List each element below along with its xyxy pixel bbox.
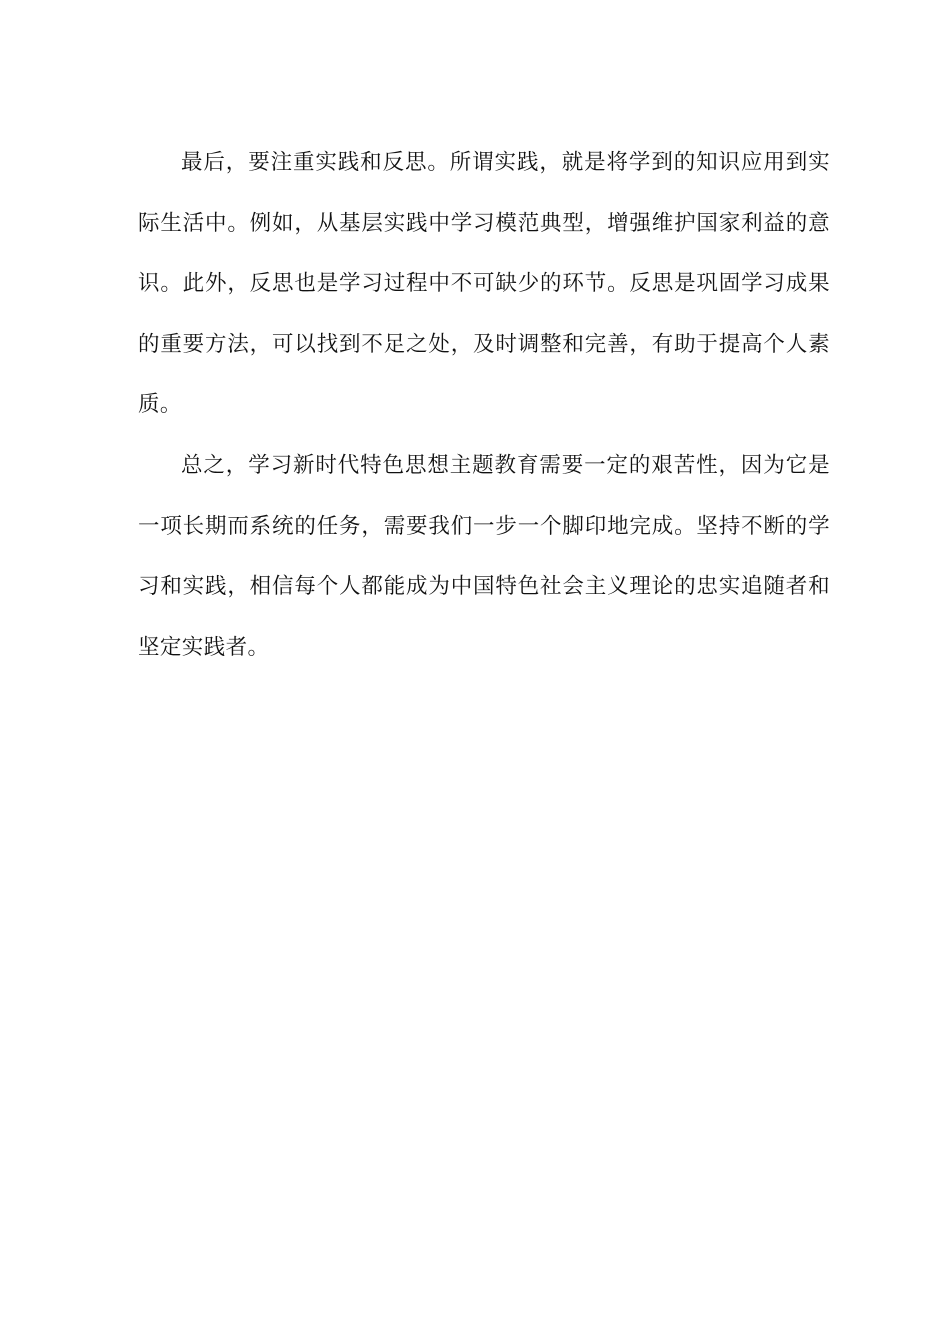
paragraph-conclusion: 总之，学习新时代特色思想主题教育需要一定的艰苦性，因为它是一项长期而系统的任务，需要我们一步一个脚印地完成。坚持不断的学习和实践，相信每个人都能成为中国特色社会主义理论的忠实追随者和坚定实践者。 bbox=[138, 452, 830, 660]
paragraph-practice-reflection: 最后，要注重实践和反思。所谓实践，就是将学到的知识应用到实际生活中。例如，从基层实践中学习模范典型，增强维护国家利益的意识。此外，反思也是学习过程中不可缺少的环节。反思是巩固学习成果的重要方法，可以找到不足之处，及时调整和完善，有助于提高个人素质。 bbox=[138, 150, 830, 418]
document-body bbox=[138, 133, 830, 678]
